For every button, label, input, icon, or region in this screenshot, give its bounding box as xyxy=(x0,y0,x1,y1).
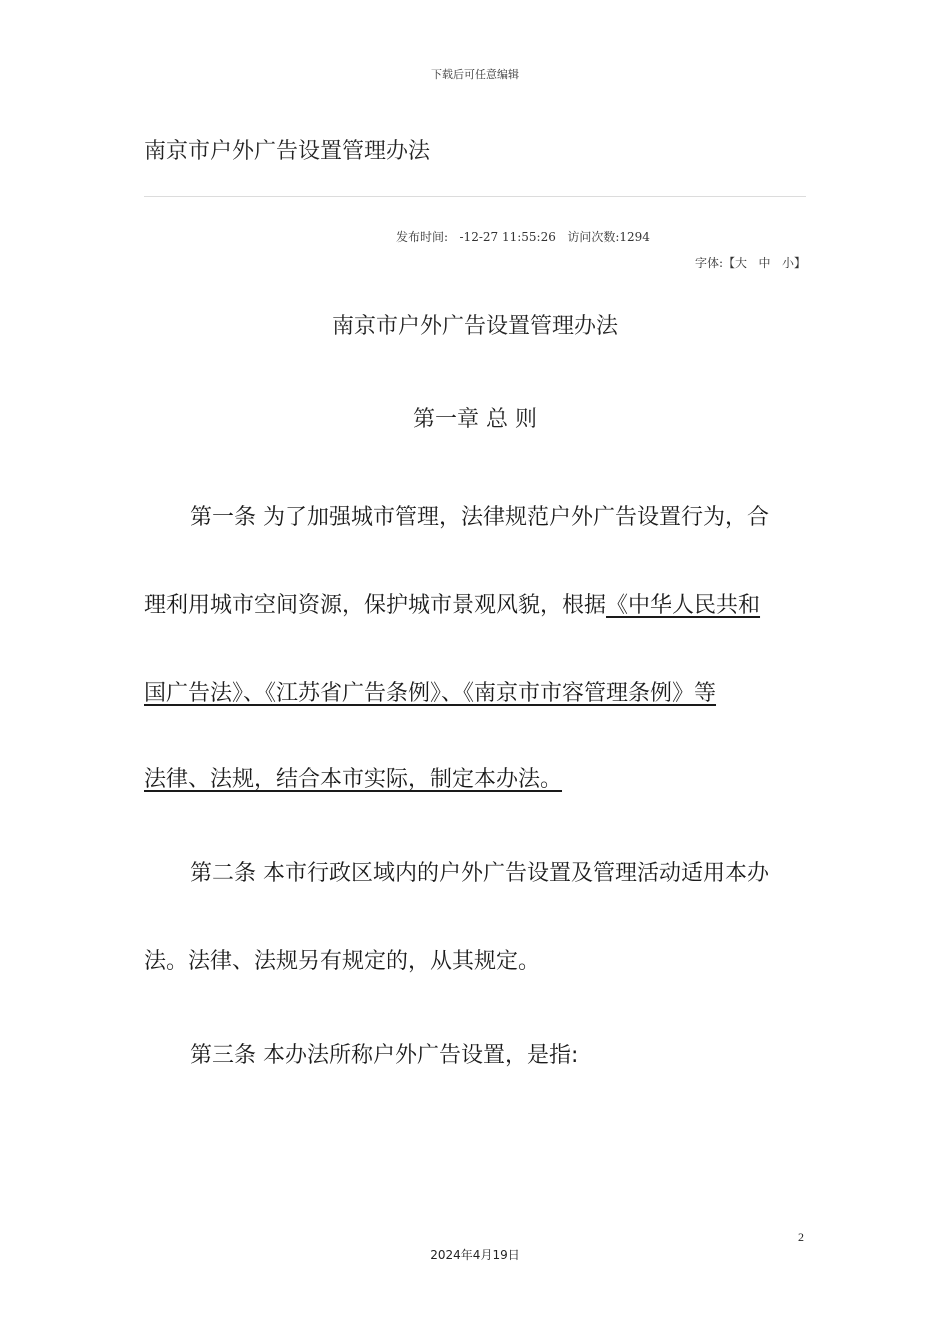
article1-line1: 第一条 为了加强城市管理，法律规范户外广告设置行为，合 xyxy=(190,505,769,530)
bracket-close: 】 xyxy=(793,256,806,270)
visits-label: 访问次数: xyxy=(567,230,620,244)
visits-count: 1294 xyxy=(619,230,650,244)
font-small-button[interactable]: 小 xyxy=(781,256,794,270)
font-size-switcher xyxy=(695,254,806,271)
article1-line2 xyxy=(144,588,806,619)
article3-line1: 第三条 本办法所称户外广告设置，是指: xyxy=(190,1043,579,1068)
font-large-button[interactable]: 大 xyxy=(735,256,748,270)
font-medium-button[interactable]: 中 xyxy=(758,256,771,270)
law-reference-link-cont[interactable]: 国广告法》、《江苏省广告条例》、《南京市市容管理条例》等 xyxy=(144,681,717,706)
document-title: 南京市户外广告设置管理办法 xyxy=(144,139,431,164)
publish-time: -12-27 11:55:26 xyxy=(459,230,556,244)
header-note: 下载后可任意编辑 xyxy=(431,68,519,81)
footer-date: 2024年4月19日 xyxy=(430,1248,520,1262)
article2-line2: 法。法律、法规另有规定的，从其规定。 xyxy=(144,949,541,974)
bracket-open: 【 xyxy=(723,256,736,270)
article2-line1: 第二条 本市行政区域内的户外广告设置及管理活动适用本办 xyxy=(190,861,769,886)
document-heading: 南京市户外广告设置管理办法 xyxy=(331,314,618,339)
publish-label: 发布时间: xyxy=(396,230,449,244)
chapter-heading: 第一章 总 则 xyxy=(413,407,537,432)
law-reference-link[interactable]: 《中华人民共和 xyxy=(606,593,761,618)
article1-line2-text: 理利用城市空间资源，保护城市景观风貌，根据 xyxy=(144,593,607,618)
law-reference-link-end[interactable]: 法律、法规，结合本市实际，制定本办法。 xyxy=(144,767,563,792)
font-size-label: 字体: xyxy=(694,256,724,270)
title-divider xyxy=(144,196,806,197)
article1-line3 xyxy=(144,676,806,707)
page-number: 2 xyxy=(798,1230,804,1244)
article1-line4 xyxy=(144,762,806,793)
publish-meta xyxy=(396,228,650,245)
